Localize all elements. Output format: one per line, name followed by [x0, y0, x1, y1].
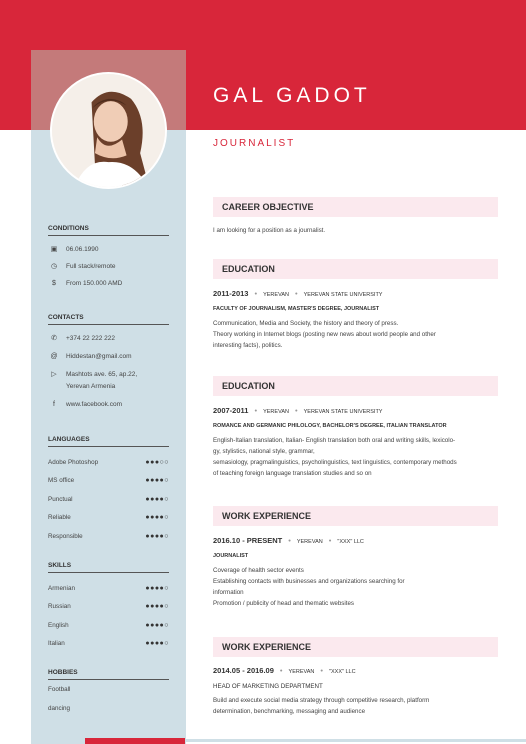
skill-label: English	[48, 621, 69, 629]
education-heading: EDUCATION	[213, 376, 498, 396]
contact-address-line1: Mashtots ave. 65, ap.22,	[66, 370, 138, 378]
condition-text: 06.06.1990	[66, 245, 99, 253]
education-entry-1	[213, 288, 498, 351]
hobby-item: Football	[48, 686, 71, 693]
language-label: Punctual	[48, 495, 73, 503]
entry-line: Establishing contacts with businesses and organizations searching for	[213, 578, 405, 585]
tag-icon: ▷	[51, 371, 57, 378]
entry-position: JOURNALIST	[213, 553, 249, 559]
entry-degree: FACULTY OF JOURNALISM, MASTER'S DEGREE, JOURNALIST	[213, 306, 380, 312]
hobbies-section	[48, 669, 169, 723]
footer-line	[185, 739, 526, 742]
contact-address-line2: Yerevan Armenia	[66, 382, 116, 390]
conditions-section	[48, 225, 169, 290]
entry-line: Promotion / publicity of head and thematic websites	[213, 600, 355, 607]
entry-line: English-Italian translation, Italian- English translation both oral and writing skills, lexicolo-	[213, 437, 456, 444]
condition-row	[48, 259, 169, 273]
entry-line: Coverage of health sector events	[213, 567, 304, 574]
dollar-icon: $	[52, 279, 56, 287]
entry-line: semasiology, pragmalinguistics, psycholinguistics, text linguistics, contemporary methods	[213, 459, 457, 466]
entry-city: YEREVAN	[296, 539, 323, 545]
language-label: Adobe Photoshop	[48, 458, 99, 466]
entry-school: YEREVAN STATE UNIVERSITY	[303, 292, 383, 298]
contact-row[interactable]	[48, 397, 169, 411]
entry-position: HEAD OF MARKETING DEPARTMENT	[213, 683, 323, 690]
rating-dots: ●●●●○	[145, 603, 169, 611]
rating-dots: ●●●●○	[145, 584, 169, 592]
contacts-heading: CONTACTS	[48, 314, 169, 325]
entry-line: Build and execute social media strategy through competitive research, platform	[213, 697, 430, 704]
language-row	[48, 527, 169, 546]
rating-dots: ●●●●○	[145, 621, 169, 629]
entry-meta: 2014.05 - 2016.09 • YEREVAN • "XXX" LLC	[213, 666, 356, 675]
rating-dots: ●●●●○	[145, 532, 169, 540]
entry-meta: 2016.10 - PRESENT • YEREVAN • "XXX" LLC	[213, 536, 364, 545]
entry-line: Theory working in Internet blogs (posting new news about world people and other	[213, 331, 436, 338]
contact-phone: +374 22 222 222	[66, 334, 115, 342]
entry-school: YEREVAN STATE UNIVERSITY	[303, 409, 383, 415]
work-heading: WORK EXPERIENCE	[213, 637, 498, 657]
education-entry-2	[213, 405, 498, 479]
phone-icon: ✆	[51, 335, 57, 342]
work-heading: WORK EXPERIENCE	[213, 506, 498, 526]
entry-years: 2014.05 - 2016.09	[213, 666, 274, 675]
entry-meta: 2011-2013 • YEREVAN • YEREVAN STATE UNIVERSITY	[213, 289, 383, 298]
language-row	[48, 509, 169, 528]
skill-label: Italian	[48, 640, 65, 648]
contact-website: www.facebook.com	[66, 400, 122, 408]
entry-company: "XXX" LLC	[329, 669, 356, 675]
objective-text: I am looking for a position as a journalist.	[213, 227, 326, 234]
work-entry-2	[213, 665, 498, 717]
entry-line: interesting facts), politics.	[213, 342, 283, 349]
rating-dots: ●●●○○	[145, 458, 169, 466]
skills-section	[48, 562, 169, 653]
entry-city: YEREVAN	[263, 409, 289, 415]
hobby-item: dancing	[48, 704, 71, 712]
at-icon: @	[50, 352, 58, 360]
languages-heading: LANGUAGES	[48, 436, 169, 447]
entry-years: 2011-2013	[213, 289, 249, 298]
condition-text: From 150.000 AMD	[66, 279, 123, 287]
entry-years: 2016.10 - PRESENT	[213, 536, 283, 545]
language-row	[48, 453, 169, 472]
candidate-role: JOURNALIST	[213, 138, 296, 149]
language-label: MS office	[48, 477, 75, 485]
contact-row	[48, 381, 169, 391]
footer-accent-bar	[85, 738, 185, 744]
entry-line: determination, benchmarking, messaging and audience	[213, 708, 366, 715]
facebook-icon: f	[53, 400, 55, 408]
gift-icon: ▣	[50, 246, 58, 253]
entry-line: gy, stylistics, national style, grammar,	[213, 448, 315, 455]
language-row	[48, 472, 169, 491]
entry-company: "XXX" LLC	[337, 539, 364, 545]
contact-row	[48, 367, 169, 381]
rating-dots: ●●●●○	[145, 477, 169, 485]
rating-dots: ●●●●○	[145, 495, 169, 503]
language-label: Reliable	[48, 514, 71, 522]
skill-row	[48, 579, 169, 598]
contact-email: Hiddestan@gmail.com	[66, 352, 132, 360]
hobbies-heading: HOBBIES	[48, 669, 169, 680]
contact-row[interactable]	[48, 331, 169, 345]
rating-dots: ●●●●○	[145, 514, 169, 522]
entry-line: of teaching foreign language translation studies and so on	[213, 470, 372, 477]
work-entry-1	[213, 535, 498, 609]
condition-row	[48, 242, 169, 256]
language-label: Responsible	[48, 532, 83, 540]
skills-heading: SKILLS	[48, 562, 169, 573]
contact-row[interactable]	[48, 349, 169, 363]
education-heading: EDUCATION	[213, 259, 498, 279]
entry-line: information	[213, 589, 244, 596]
skill-row	[48, 616, 169, 635]
contacts-section	[48, 314, 169, 411]
rating-dots: ●●●●○	[145, 640, 169, 648]
clock-icon: ◷	[50, 263, 58, 270]
entry-city: YEREVAN	[288, 669, 315, 675]
condition-text: Full stack/remote	[66, 262, 116, 270]
objective-heading: CAREER OBJECTIVE	[213, 197, 498, 217]
entry-meta: 2007-2011 • YEREVAN • YEREVAN STATE UNIVERSITY	[213, 406, 383, 415]
candidate-name: GAL GADOT	[213, 84, 371, 107]
languages-section	[48, 436, 169, 546]
conditions-heading: CONDITIONS	[48, 225, 169, 236]
skill-label: Armenian	[48, 584, 75, 592]
skill-row	[48, 635, 169, 654]
language-row	[48, 490, 169, 509]
skill-row	[48, 598, 169, 617]
skill-label: Russian	[48, 603, 71, 611]
entry-years: 2007-2011	[213, 406, 249, 415]
profile-photo	[50, 72, 167, 189]
portrait-image	[52, 74, 165, 187]
entry-degree: ROMANCE AND GERMANIC PHILOLOGY, BACHELOR'S DEGREE, ITALIAN TRANSLATOR	[213, 423, 447, 429]
entry-line: Communication, Media and Society, the history and theory of press.	[213, 320, 399, 327]
condition-row	[48, 276, 169, 290]
entry-city: YEREVAN	[263, 292, 289, 298]
